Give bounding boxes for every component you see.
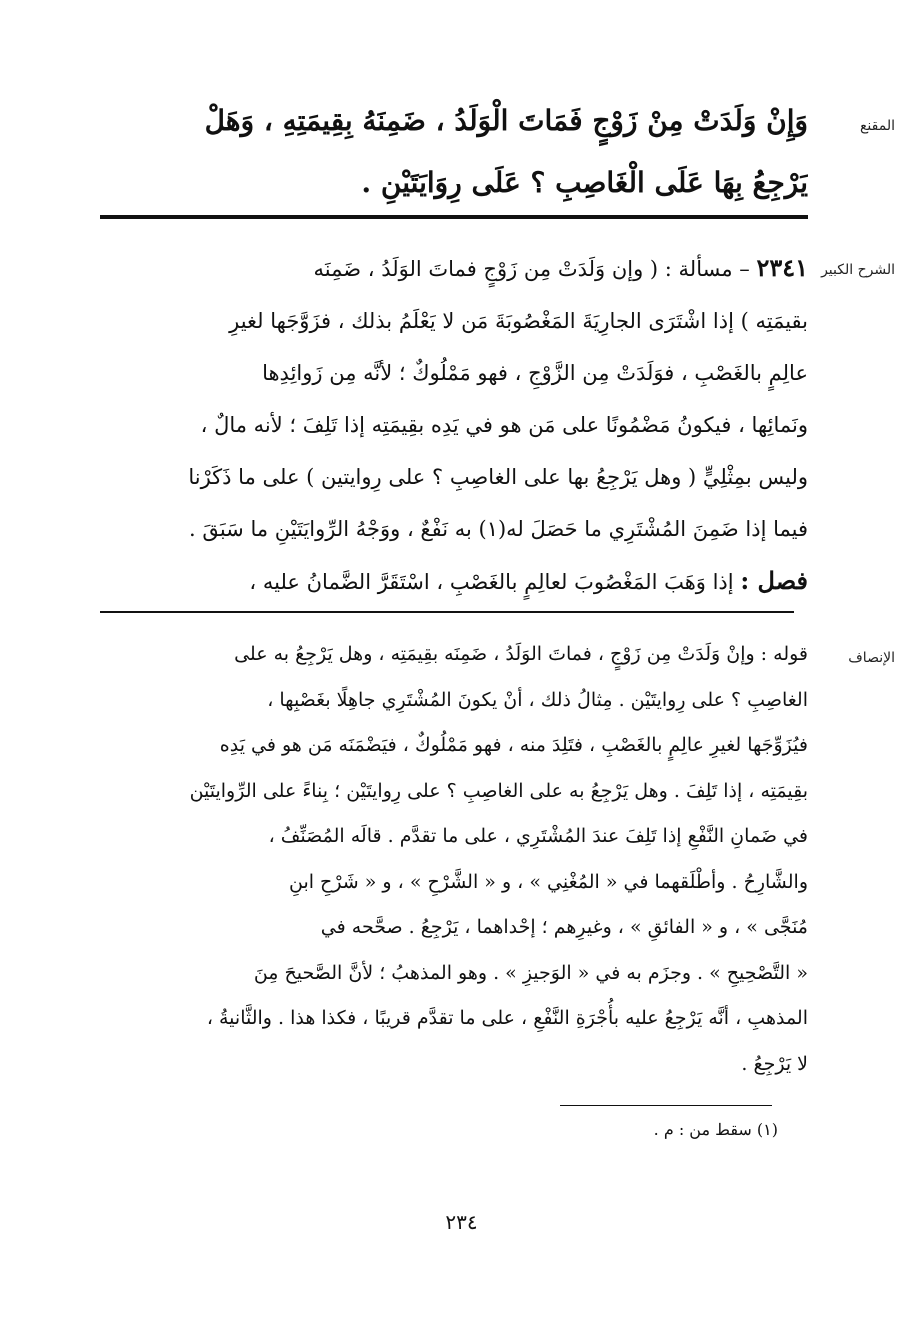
fasl-heading: فصل : bbox=[740, 566, 808, 595]
issue-number: ٢٣٤١ bbox=[756, 253, 808, 282]
footnote-divider bbox=[560, 1105, 772, 1106]
footnote: (١) سقط من : م . bbox=[653, 1120, 778, 1139]
sharh-line: عالِمٍ بالغَصْبِ ، فوَلَدَتْ مِن الزَّوْجِ ، فهو مَمْلُوكٌ ؛ لأنَّه مِن زَوائِدِها bbox=[262, 361, 808, 385]
sharh-line: – مسألة : ( وإن وَلَدَتْ مِن زَوْجٍ فماتَ الوَلَدُ ، ضَمِنَه bbox=[313, 257, 750, 281]
section-divider-thick bbox=[100, 215, 808, 219]
insaf-line: مُنَجَّى » ، و « الفائقِ » ، وغيرِهم ؛ إحْداهما ، يَرْجِعُ . صحَّحه في bbox=[320, 916, 808, 938]
insaf-text bbox=[100, 632, 808, 1087]
insaf-line: المذهبِ ، أنَّه يَرْجِعُ عليه بأُجْرَةِ النَّفْعِ ، على ما تقدَّم قريبًا ، فكذا هذا . والثَّانيةُ ، bbox=[206, 1007, 808, 1029]
sharh-line: ونَمائِها ، فيكونُ مَضْمُونًا على مَن هو في يَدِه بقِيمَتِه إذا تَلِفَ ؛ لأنه مالٌ ، bbox=[200, 413, 808, 437]
muqni-label: المقنع bbox=[859, 118, 895, 134]
insaf-line: والشَّارِحُ . وأطْلَقهما في « المُغْنِي » ، و « الشَّرْحِ » ، و « شَرْحِ ابنِ bbox=[288, 870, 808, 893]
fasl-text: إذا وَهَبَ المَغْصُوبَ لعالِمٍ بالغَصْبِ ، اسْتَقَرَّ الضَّمانُ عليه ، bbox=[249, 570, 734, 594]
page-number: ٢٣٤ bbox=[445, 1210, 478, 1234]
sharh-line: فيما إذا ضَمِنَ المُشْتَرِي ما حَصَلَ له(١) به نَفْعٌ ، ووَجْهُ الرِّوايَتَيْنِ ما سَبَقَ . bbox=[188, 517, 808, 541]
insaf-line: بقِيمَتِه ، إذا تَلِفَ . وهل يَرْجِعُ به على الغاصِبِ ؟ على رِوايتَيْن ؛ بِناءً على الرِّوايتَيْن bbox=[189, 779, 808, 802]
sharh-line: وليس بمِثْلِيٍّ ( وهل يَرْجِعُ بها على الغاصِبِ ؟ على رِوايتين ) على ما ذَكَرْنا bbox=[188, 465, 808, 489]
muqni-line: وَإِنْ وَلَدَتْ مِنْ زَوْجٍ فَمَاتَ الْوَلَدُ ، ضَمِنَهُ بِقِيمَتِهِ ، وَهَلْ bbox=[204, 104, 808, 137]
sharh-line: بقيمَتِه ) إذا اشْتَرَى الجارِيَةَ المَغْصُوبَةَ مَن لا يَعْلَمُ بذلك ، فزَوَّجَها لغيرِ bbox=[229, 309, 808, 333]
sharh-label: الشرح الكبير bbox=[821, 262, 895, 278]
insaf-line: قوله : وإنْ وَلَدَتْ مِن زَوْجٍ ، فماتَ الوَلَدُ ، ضَمِنَه بقِيمَتِه ، وهل يَرْجِعُ به على bbox=[234, 643, 808, 665]
insaf-line: فيُزَوِّجَها لغيرِ عالِمٍ بالغَصْبِ ، فتَلِدَ منه ، فهو مَمْلُوكٌ ، فيَضْمَنَه مَن هو في يَدِه bbox=[219, 734, 808, 756]
insaf-label: الإنصاف bbox=[848, 650, 895, 666]
muqni-text bbox=[100, 90, 808, 214]
insaf-line: « التَّصْحِيحِ » . وجزَم به في « الوَجيزِ » . وهو المذهبُ ؛ لأنَّ الصَّحيحَ مِنَ bbox=[253, 961, 808, 984]
sharh-first-line bbox=[100, 242, 808, 295]
section-divider-thin bbox=[100, 611, 794, 613]
insaf-line: لا يَرْجِعُ . bbox=[741, 1052, 808, 1075]
fasl-line bbox=[100, 555, 808, 608]
insaf-line: في ضَمانِ النَّفْعِ إذا تَلِفَ عندَ المُشْتَرِي ، على ما تقدَّم . قالَه المُصَنِّفُ ، bbox=[268, 825, 808, 847]
insaf-line: الغاصِبِ ؟ على رِوايتَيْن . مِثالُ ذلك ، أنْ يكونَ المُشْتَرِي جاهِلًا بغَصْبِها ، bbox=[267, 688, 808, 711]
sharh-text bbox=[100, 242, 808, 608]
muqni-line: يَرْجِعُ بِهَا عَلَى الْغَاصِبِ ؟ عَلَى رِوَايَتَيْنِ . bbox=[361, 166, 808, 199]
